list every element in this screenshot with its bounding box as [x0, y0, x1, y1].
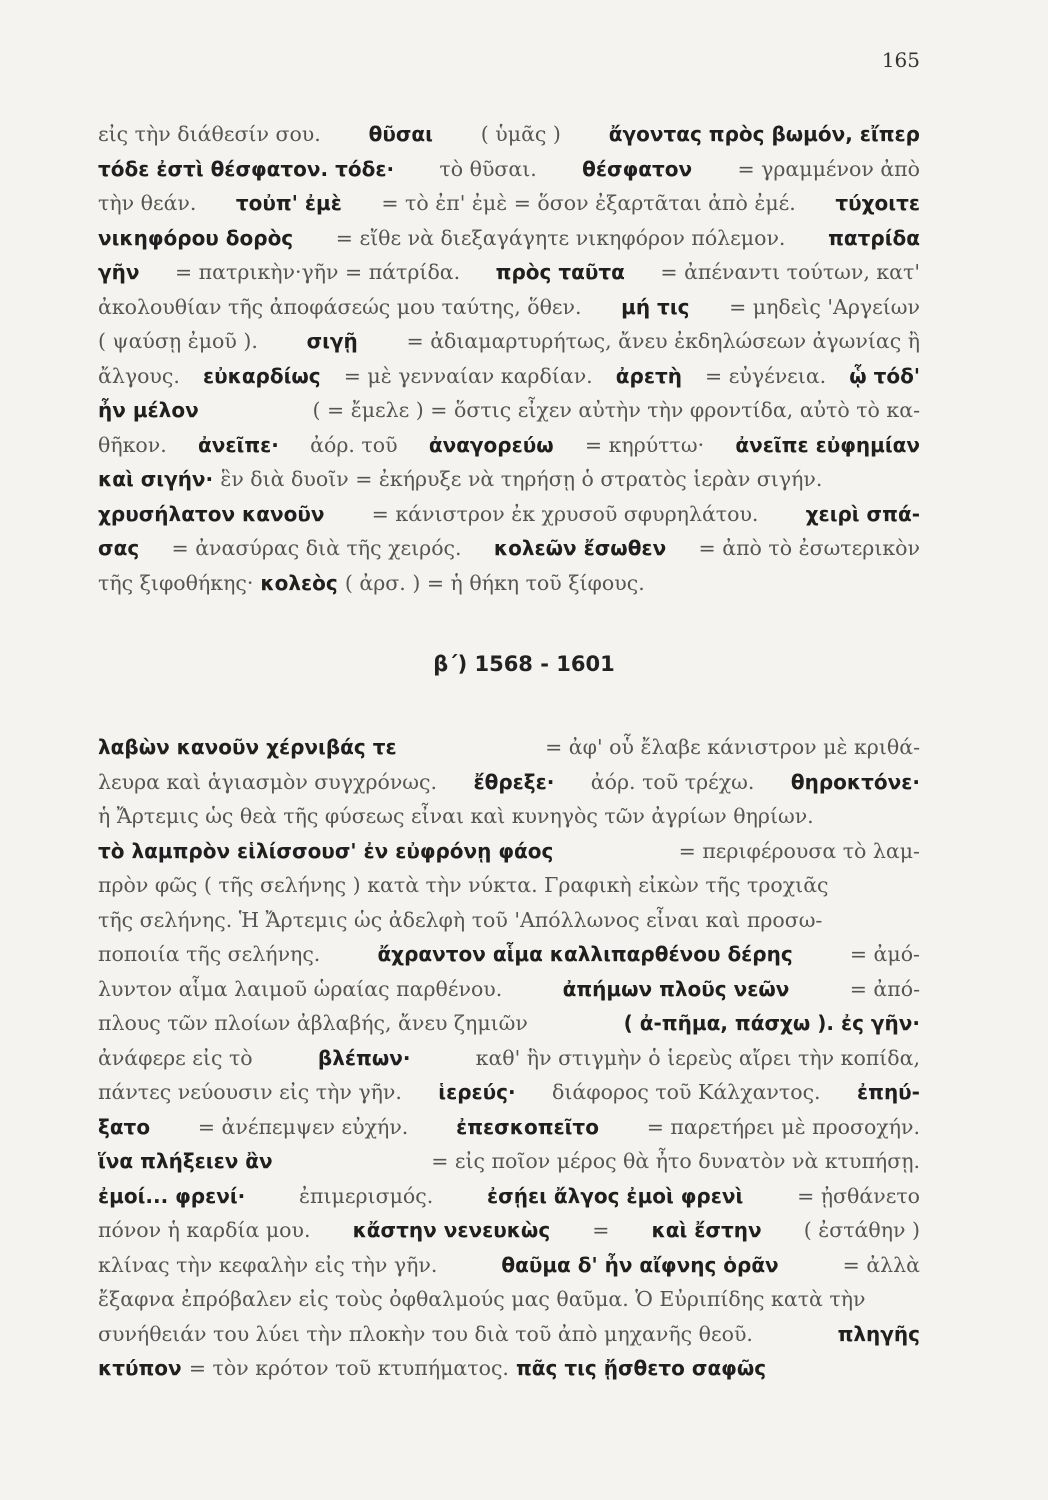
lemma: κτύπον [98, 1356, 182, 1380]
lemma: πᾶς τις ᾔσθετο σαφῶς [515, 1356, 767, 1380]
lemma: ( ἀ-πῆμα, πάσχω ). ἐς γῆν· [623, 1011, 920, 1035]
gloss: = ἀπέναντι τούτων, κατ' [660, 260, 920, 284]
lemma: πατρίδα [828, 225, 920, 250]
text-line [98, 868, 920, 903]
gloss: ἓν διὰ δυοῖν = ἐκήρυξε νὰ τηρήσῃ ὁ στρατὸς ἱερὰν σιγήν. [220, 467, 823, 491]
commentary-block-1 [98, 117, 920, 600]
text-line [98, 531, 920, 566]
gloss: = τὸν κρότον τοῦ κτυπήματος. [188, 1356, 509, 1380]
lemma: ξατο [98, 1114, 151, 1139]
lemma: ἄχραντον αἷμα καλλιπαρθένου δέρης [377, 942, 793, 966]
text-line [98, 903, 920, 938]
text-line [98, 765, 920, 800]
gloss: = ἀνασύρας διὰ τῆς χειρός. [171, 536, 462, 560]
gloss: εἰς τὴν διάθεσίν σου. [98, 122, 321, 146]
text-line [98, 937, 920, 972]
lemma: ἱερεύς· [438, 1080, 516, 1104]
gloss: = κηρύττω· [584, 432, 705, 457]
gloss: τῆς σελήνης. Ἡ Ἄρτεμις ὡς ἀδελφὴ τοῦ 'Απόλλωνος εἶναι καὶ προσω- [98, 907, 823, 932]
text-line [98, 1248, 920, 1283]
lemma: ἀρετὴ [615, 363, 682, 388]
text-line [98, 834, 920, 869]
text-line [98, 799, 920, 834]
gloss: = εἴθε νὰ διεξαγάγητε νικηφόρον πόλεμον. [335, 225, 786, 250]
gloss: λευρα καὶ ἁγιασμὸν συγχρόνως. [98, 769, 438, 794]
gloss: τὸ θῦσαι. [439, 156, 537, 181]
gloss: = μὲ γενναίαν καρδίαν. [343, 363, 593, 388]
gloss: = ἀφ' οὗ ἔλαβε κάνιστρον μὲ κριθά- [545, 735, 920, 759]
lemma: ἐμοί... φρενί· [98, 1183, 246, 1208]
lemma: ἄγοντας πρὸς βωμόν, εἴπερ [608, 122, 920, 146]
gloss: = μηδεὶς 'Αργείων [729, 294, 920, 319]
lemma: τύχοιτε [835, 191, 920, 215]
lemma: μή τις [621, 294, 690, 319]
gloss: πόνον ἡ καρδία μου. [98, 1218, 311, 1242]
lemma: θαῦμα δ' ἦν αἴφνης ὁρᾶν [501, 1252, 779, 1277]
gloss: = παρετήρει μὲ προσοχήν. [646, 1114, 920, 1139]
text-line [98, 117, 920, 152]
text-line [98, 290, 920, 325]
lemma: σας [98, 536, 140, 560]
gloss: = πατρικὴν·γῆν = πάτρίδα. [174, 260, 461, 284]
lemma: χρυσήλατον κανοῦν [98, 501, 325, 526]
text-line [98, 462, 920, 497]
text-line [98, 221, 920, 256]
gloss: ἀκολουθίαν τῆς ἀποφάσεώς μου ταύτης, ὅθεν. [98, 294, 582, 319]
gloss: = [592, 1218, 610, 1242]
lemma: θέσφατον [582, 156, 693, 181]
text-line [98, 497, 920, 532]
lemma: θῦσαι [368, 122, 433, 146]
gloss: θῆκον. [98, 432, 167, 457]
gloss: = ἀδιαμαρτυρήτως, ἄνευ ἐκδηλώσεων ἀγωνίας ἢ [406, 329, 920, 353]
lemma: νικηφόρου δορὸς [98, 225, 294, 250]
page-number: 165 [881, 48, 920, 72]
text-line [98, 324, 920, 359]
text-line [98, 1041, 920, 1076]
lemma: θηροκτόνε· [790, 769, 920, 794]
lemma: κολεῶν ἔσωθεν [493, 536, 667, 560]
lemma: εὐκαρδίως [202, 363, 321, 388]
gloss: ( = ἔμελε ) = ὅστις εἶχεν αὐτὴν τὴν φροντίδα, αὐτὸ τὸ κα- [312, 398, 920, 422]
gloss: ἄλγους. [98, 363, 180, 388]
text-line [98, 1351, 920, 1386]
text-line [98, 428, 920, 463]
gloss: ἀνάφερε εἰς τὸ [98, 1045, 253, 1070]
text-line [98, 972, 920, 1007]
lemma: τόδε ἐστὶ θέσφατον. τόδε· [98, 156, 395, 181]
commentary-block-2 [98, 730, 920, 1386]
text-line [98, 152, 920, 187]
gloss: = εὐγένεια. [705, 363, 827, 388]
gloss: ( ψαύσῃ ἐμοῦ ). [98, 329, 258, 353]
text-line [98, 393, 920, 428]
text-line [98, 1110, 920, 1145]
text-line [98, 1213, 920, 1248]
gloss: πάντες νεύουσιν εἰς τὴν γῆν. [98, 1080, 402, 1104]
lemma: ἦν μέλον [98, 398, 199, 422]
text-line [98, 186, 920, 221]
text-line [98, 1317, 920, 1352]
lemma: κολεὸς [260, 570, 338, 595]
gloss: συνήθειάν του λύει τὴν πλοκὴν του διὰ τοῦ ἀπὸ μηχανῆς θεοῦ. [98, 1321, 753, 1346]
gloss: = ᾐσθάνετο [797, 1183, 920, 1208]
gloss: = κάνιστρον ἐκ χρυσοῦ σφυρηλάτου. [371, 501, 759, 526]
gloss: τὴν θεάν. [98, 191, 197, 215]
lemma: ἀνεῖπε εὐφημίαν [735, 432, 920, 457]
gloss: κλίνας τὴν κεφαλὴν εἰς τὴν γῆν. [98, 1252, 438, 1277]
lemma: ἐπεσκοπεῖτο [456, 1114, 599, 1139]
gloss: = εἰς ποῖον μέρος θὰ ἦτο δυνατὸν νὰ κτυπήσῃ. [431, 1149, 920, 1173]
lemma: ἔθρεξε· [473, 769, 555, 794]
lemma: καὶ ἔστην [651, 1218, 762, 1242]
section-heading: β΄) 1568 - 1601 [433, 652, 615, 676]
gloss: ( ἀρσ. ) = ἡ θήκη τοῦ ξίφους. [344, 570, 645, 595]
lemma: ἐπηύ- [856, 1080, 920, 1104]
lemma: λαβὼν κανοῦν χέρνιβάς τε [98, 735, 397, 759]
lemma: γῆν [98, 260, 140, 284]
gloss: = ἀπό- [849, 976, 920, 1001]
gloss: = ἀμό- [849, 942, 920, 966]
gloss: καθ' ἣν στιγμὴν ὁ ἱερεὺς αἴρει τὴν κοπίδα, [475, 1045, 920, 1070]
text-line [98, 566, 920, 601]
text-line [98, 1144, 920, 1179]
gloss: = περιφέρουσα τὸ λαμ- [678, 838, 920, 863]
gloss: ἐπιμερισμός. [299, 1183, 434, 1208]
text-line [98, 255, 920, 290]
gloss: τῆς ξιφοθήκης· [98, 570, 254, 595]
gloss: λυντον αἷμα λαιμοῦ ὡραίας παρθένου. [98, 976, 503, 1001]
text-line [98, 1006, 920, 1041]
gloss: = τὸ ἐπ' ἐμὲ = ὅσον ἐξαρτᾶται ἀπὸ ἐμέ. [381, 191, 796, 215]
gloss: πρὸν φῶς ( τῆς σελήνης ) κατὰ τὴν νύκτα. Γραφικὴ εἰκὼν τῆς τροχιᾶς [98, 873, 829, 897]
gloss: ἀόρ. τοῦ [310, 432, 398, 457]
text-line [98, 359, 920, 394]
lemma: πρὸς ταῦτα [495, 260, 625, 284]
gloss: ( ὑμᾶς ) [480, 122, 561, 146]
text-line [98, 1282, 920, 1317]
gloss: ἡ Ἄρτεμις ὡς θεὰ τῆς φύσεως εἶναι καὶ κυνηγὸς τῶν ἀγρίων θηρίων. [98, 804, 814, 828]
gloss: διάφορος τοῦ Κάλχαντος. [552, 1080, 821, 1104]
gloss: = ἀπὸ τὸ ἐσωτερικὸν [698, 536, 920, 560]
lemma: χειρὶ σπά- [805, 501, 920, 526]
lemma: κἄστην νενευκὼς [352, 1218, 551, 1242]
gloss: ἀόρ. τοῦ τρέχω. [590, 769, 755, 794]
lemma: ἐσῄει ἄλγος ἐμοὶ φρενὶ [487, 1183, 744, 1208]
lemma: καὶ σιγήν· [98, 467, 214, 491]
lemma: ἀνεῖπε· [198, 432, 279, 457]
gloss: ἔξαφνα ἐπρόβαλεν εἰς τοὺς ὀφθαλμούς μας θαῦμα. Ὁ Εὐριπίδης κατὰ τὴν [98, 1287, 866, 1311]
gloss: ( ἐστάθην ) [803, 1218, 920, 1242]
lemma: τοὐπ' ἐμὲ [235, 191, 342, 215]
gloss: πλους τῶν πλοίων ἀβλαβής, ἄνευ ζημιῶν [98, 1011, 528, 1035]
text-line [98, 1075, 920, 1110]
gloss: = ἀνέπεμψεν εὐχήν. [197, 1114, 409, 1139]
text-line [98, 730, 920, 765]
lemma: ἀπήμων πλοῦς νεῶν [562, 976, 790, 1001]
gloss: ποποιία τῆς σελήνης. [98, 942, 321, 966]
lemma: ἀναγορεύω [428, 432, 554, 457]
lemma: τὸ λαμπρὸν εἱλίσσουσ' ἐν εὐφρόνῃ φάος [98, 838, 554, 863]
lemma: πληγῆς [837, 1321, 920, 1346]
lemma: σιγῇ [306, 329, 358, 353]
gloss: = ἀλλὰ [842, 1252, 920, 1277]
text-line [98, 1179, 920, 1214]
lemma: ἵνα πλήξειεν ἂν [98, 1149, 273, 1173]
lemma: βλέπων· [317, 1045, 411, 1070]
gloss: = γραμμένον ἀπὸ [737, 156, 920, 181]
lemma: ᾧ τόδ' [849, 363, 920, 388]
